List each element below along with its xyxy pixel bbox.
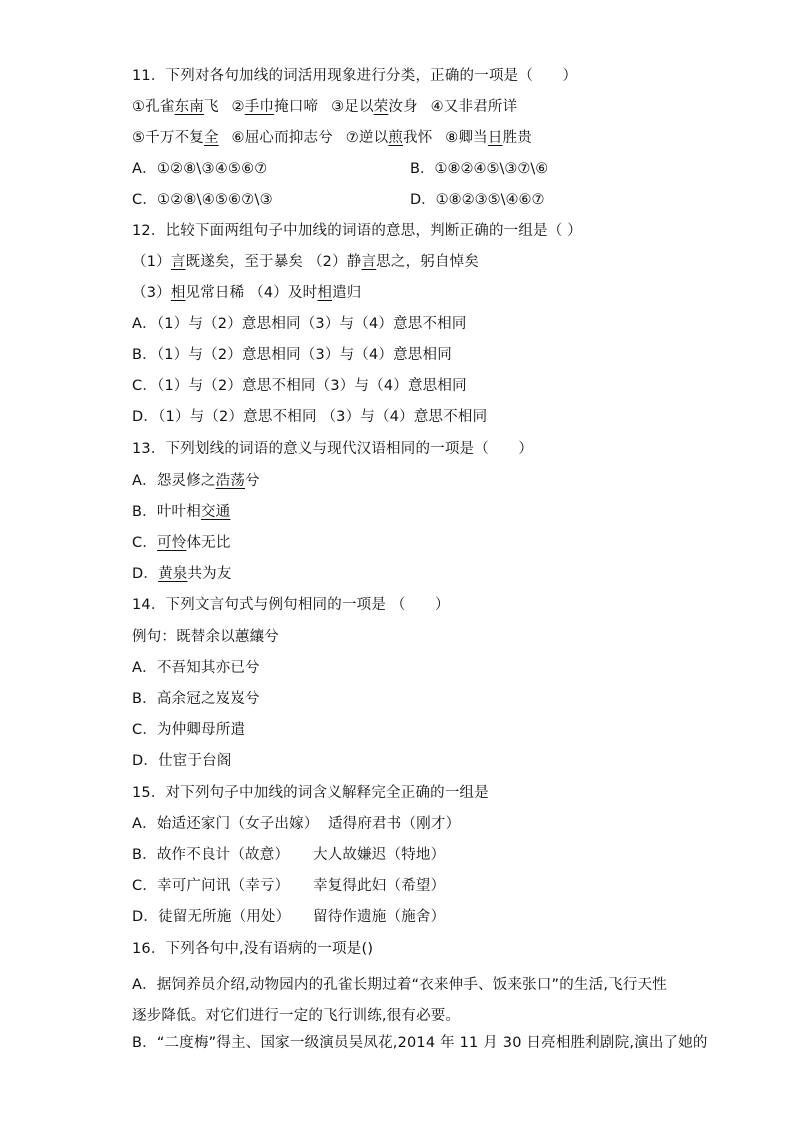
q14-option-d: D．仕宦于台阁 <box>132 753 232 769</box>
q12-sentences-2: （3）相见常日稀 （4）及时相遣归 <box>132 285 362 301</box>
q14-option-b: B．高余冠之岌岌兮 <box>132 691 260 707</box>
q11-stem: 11．下列对各句加线的词活用现象进行分类，正确的一项是（ ） <box>132 68 578 84</box>
q11-items-row1: ①孔雀东南飞 ②手巾掩口啼 ③足以荣汝身 ④又非君所详 <box>132 99 518 115</box>
q16-option-a: A．据饲养员介绍,动物园内的孔雀长期过着“衣来伸手、饭来张口”的生活,飞行天性逐步降低。对它们进行一定的飞行训练,很有必要。 <box>132 977 667 1024</box>
q11-option-c: C．①②⑧\④⑤⑥⑦\③ <box>132 192 273 208</box>
q12-sentences-1: （1）言既遂矣，至于暴矣 （2）静言思之，躬自悼矣 <box>132 254 480 270</box>
q11-option-a: A．①②⑧\③④⑤⑥⑦ <box>132 161 268 177</box>
q14-example: 例句：既替余以蕙纕兮 <box>132 629 279 645</box>
q13-option-a: A．怨灵修之浩荡兮 <box>132 473 260 489</box>
q12-option-d: D．（1）与（2）意思不相同 （3）与（4）意思不相同 <box>132 409 488 425</box>
q16-stem: 16．下列各句中,没有语病的一项是() <box>132 941 374 957</box>
q12-stem: 12．比较下面两组句子中加线的词语的意思，判断正确的一组是（ ） <box>132 223 582 239</box>
q14-stem: 14．下列文言句式与例句相同的一项是 （ ） <box>132 597 450 613</box>
q14-option-c: C．为仲卿母所遣 <box>132 722 246 738</box>
q13-option-c: C．可怜体无比 <box>132 535 231 551</box>
q16-option-b: B．“二度梅”得主、国家一级演员吴凤花,2014 年 11 月 30 日亮相胜利剧院,演出了她的 <box>132 1035 708 1051</box>
q13-stem: 13．下列划线的词语的意义与现代汉语相同的一项是（ ） <box>132 441 534 457</box>
q12-option-a: A．（1）与（2）意思相同（3）与（4）意思不相同 <box>132 316 467 332</box>
q15-option-a: A．始适还家门（女子出嫁） 适得府君书（刚才） <box>132 816 461 832</box>
q11-option-b: B．①⑧②④⑤\③⑦\⑥ <box>410 161 549 177</box>
q11-items-row2: ⑤千万不复全 ⑥屈心而抑志兮 ⑦逆以煎我怀 ⑧卿当日胜贵 <box>132 130 532 146</box>
q13-option-b: B．叶叶相交通 <box>132 504 231 520</box>
q15-option-d: D．徒留无所施（用处） 留待作遗施（施舍） <box>132 909 446 925</box>
q14-option-a: A．不吾知其亦已兮 <box>132 660 260 676</box>
q12-option-b: B．（1）与（2）意思相同（3）与（4）意思相同 <box>132 347 452 363</box>
q15-stem: 15．对下列句子中加线的词含义解释完全正确的一组是 <box>132 785 489 801</box>
q12-option-c: C．（1）与（2）意思不相同（3）与（4）意思相同 <box>132 378 467 394</box>
q11-option-d: D．①⑧②③⑤\④⑥⑦ <box>410 192 545 208</box>
q15-option-b: B．故作不良计（故意） 大人故嫌迟（特地） <box>132 847 446 863</box>
q13-option-d: D．黄泉共为友 <box>132 566 232 582</box>
q15-option-c: C．幸可广问讯（幸亏） 幸复得此妇（希望） <box>132 878 446 894</box>
